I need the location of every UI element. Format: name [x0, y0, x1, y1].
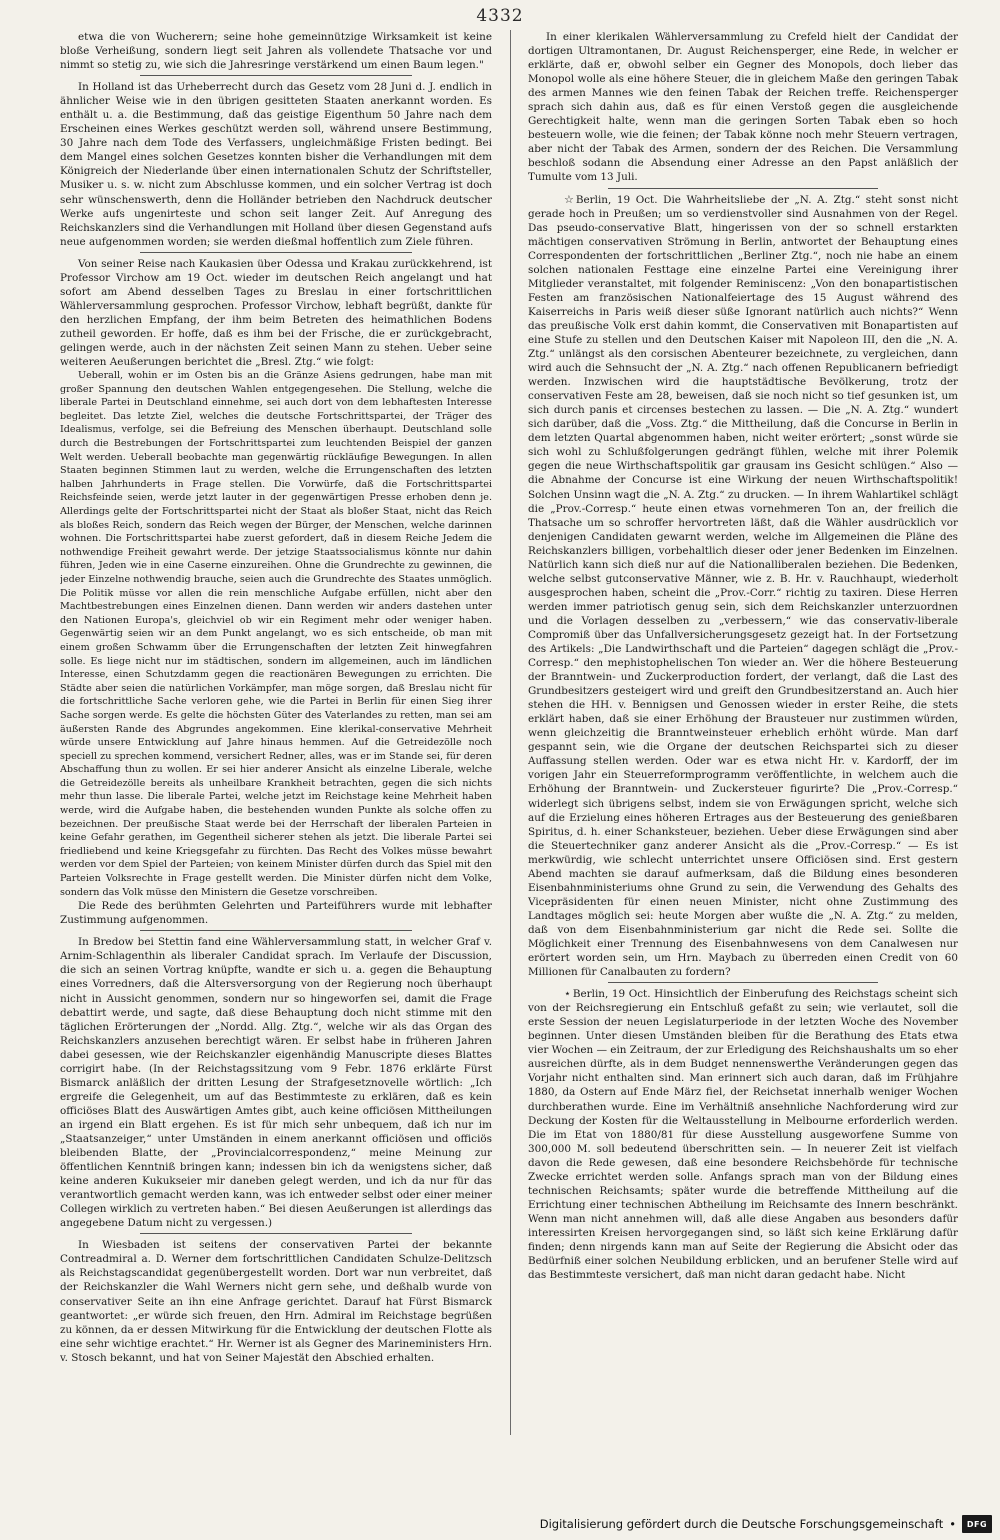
article-paragraph: In Bredow bei Stettin fand eine Wählerversammlung statt, in welcher Graf v. Arnim-Schlagenthin als liberaler Candidat sprach. Im Verlaufe der Discussion, die sich an seinen Vortrag knüpfte, wandte er sich u. a. gegen die Behauptung eines Vorredners, daß die Altersversorgung von der Regierung noch überhaupt nicht in Aussicht genommen, sondern nur so hingeworfen sei, damit die Frage debattirt werde, und sagte, daß diese Behauptung doch nicht stimme mit den täglichen Erörterungen der „Nordd. Allg. Ztg.“, welche wir als das Organ des Reichskanzlers anzusehen berechtigt wären. Er selbst habe in früheren Jahren dabei gesessen, wie der Reichskanzler eigenhändig Manuscripte dieses Blattes corrigirt habe. (In der Reichstagssitzung vom 9 Febr. 1876 erklärte Fürst Bismarck anläßlich der dritten Lesung der Strafgesetznovelle wörtlich: „Ich ergreife die Gelegenheit, um auf das Bestimmteste zu erklären, daß es kein officiöses Blatt des Auswärtigen Amtes gibt, auch keine officiösen Mittheilungen an irgend ein Blatt ergehen. Es ist für mich sehr unbequem, daß ich nur im „Staatsanzeiger,“ unter Umständen in einem anerkannt officiösen und officiös bleibenden Blatte, der „Provincialcorrespondenz,“ meine Meinung zur öffentlichen Kenntniß bringen kann; indessen bin ich da wenigstens sicher, daß keine anderen Kukukseier mir daneben gelegt werden, und ich da nur für das verantwortlich gemacht werden kann, was ich entweder selbst oder einer meiner Collegen wirklich zu vertreten haben.“ Bei diesen Aeußerungen ist allerdings das angegebene Datum nicht zu vergessen.) — [60, 936, 492, 1230]
article-paragraph: In Wiesbaden ist seitens der conservativen Partei der bekannte Contreadmiral a. D. Werner dem fortschrittlichen Candidaten Schulze-Delitzsch als Reichstagscandidat gegenübergestellt worden. Dort war nun verbreitet, daß der Reichskanzler die Wahl Werners nicht gern sehe, und deßhalb wurde von conservativer Seite an ihn eine Anfrage gerichtet. Darauf hat Fürst Bismarck geantwortet: „er würde sich freuen, den Hrn. Admiral im Reichstage begrüßen zu können, da er dessen Mitwirkung für die Entwicklung der deutschen Flotte als eine sehr wichtige erachtet.“ Hr. Werner ist als Gegner des Marineministers Hrn. v. Stosch bekannt, und hat von Seiner Majestät den Abschied erhalten. — [60, 1239, 492, 1364]
left-column — [60, 30, 492, 1432]
article-text: Berlin, 19 Oct. Die Wahrheitsliebe der „N. A. Ztg.“ steht sonst nicht gerade hoch in Preußen; um so verdienstvoller sind Ausnahmen von der Regel. Das pseudo-conservative Blatt, hingerissen von der so schnell erstarkten mächtigen conservativen Strömung in Berlin, antwortet der Behauptung eines Correspondenten der fortschrittlichen „Berliner Ztg.“, noch nie habe an einem solchen nationalen Festtage eine einzelne Partei eine Vereinigung ihrer Mitglieder veranstaltet, mit folgender Reminiscenz: „Von den bonapartistischen Festen am französischen Nationalfeiertage des 15 August während des Kaiserreichs in Paris weiß dieser süße Ignorant natürlich auch nichts?“ Wenn das preußische Volk erst dahin kommt, die Conservativen mit Bonapartisten auf eine Stufe zu stellen und den Deutschen Kaiser mit Napoleon III, den die „N. A. Ztg.“ unlängst als den corsischen Abenteurer bezeichnete, zu vergleichen, dann wird auch die Sehnsucht der „N. A. Ztg.“ nach offenen Republicanern befriedigt werden. Inzwischen wird die hauptstädtische Bevölkerung, trotz der conservativen Feste am 28, beweisen, daß sie noch nicht so tief gesunken ist, um sich durch panis et circenses bestechen zu lassen. — Die „N. A. Ztg.“ wundert sich darüber, daß die „Voss. Ztg.“ die Mittheilung, daß die Concurse in Berlin in dem letzten Quartal abgenommen haben, nicht weiter erörtert; „sonst würde sie sich wohl zu Schlußfolgerungen gedrängt fühlen, welche mit ihrer Polemik gegen die neue Wirthschaftspolitik gar grausam ins Gesicht schlügen.“ Also — die Abnahme der Concurse ist eine Wirkung der neuen Wirthschaftspolitik! Solchen Unsinn wagt die „N. A. Ztg.“ zu drucken. — In ihrem Wahlartikel schlägt die „Prov.-Corresp.“ heute einen etwas vornehmeren Ton an, der freilich die Thatsache um so schroffer hervortreten läßt, daß die Wähler ausdrücklich vor denjenigen Candidaten gewarnt werden, welche im Allgemeinen die Pläne des Reichskanzlers billigen, vorbehaltlich dieser oder jener Bedenken im Einzelnen. Natürlich kann sich dieß nur auf die Nationalliberalen beziehen. Die Bedenken, welche selbst gutconservative Männer, wie z. B. Hr. v. Rauchhaupt, wiederholt ausgesprochen haben, scheint die „Prov.-Corr.“ richtig zu taxiren. Diese Herren werden immer patriotisch genug sein, sich dem Reichskanzler unterzuordnen und die Vorlagen desselben zu „verbessern,“ wie das conservativ-liberale Compromiß über das Unfallversicherungsgesetz gezeigt hat. In der Fortsetzung des Artikels: „Die Landwirthschaft und die Parteien“ dagegen schlägt die „Prov.-Corresp.“ den mephistophelischen Ton wieder an. Wer die höhere Besteuerung der Branntwein- und Zuckerproduction fordert, der verlangt, daß die Last des Grundbesitzers gesteigert wird und greift den Grundbesitzerstand an. Auch hier stehen die HH. v. Bennigsen und Genossen wieder in erster Reihe, die stets erklärt haben, daß sie einer Erhöhung der Brausteuer nur zustimmen würden, wenn gleichzeitig die Branntweinsteuer erheblich erhöht würde. Man darf gespannt sein, wie die Organe der deutschen Reichspartei sich zu dieser Auffassung stellen werden. Oder war es etwa nicht Hr. v. Kardorff, der im vorigen Jahr ein Steuerreformprogramm veröffentlichte, in welchem auch die Erhöhung der Branntwein- und Zuckersteuer figurirte? Die „Prov.-Corresp.“ widerlegt sich übrigens selbst, indem sie von Erwägungen spricht, welche sich auf die Erzielung eines höheren Ertrages aus der Besteuerung des genießbaren Spiritus, d. h. einer Schanksteuer, beziehen. Ueber diese Erwägungen sind aber die Steuertechniker ganz anderer Ansicht als die „Prov.-Corresp.“ — Es ist merkwürdig, wie schlecht unterrichtet unsere Officiösen sind. Erst gestern Abend machten sie darauf aufmerksam, daß die Bildung eines besonderen Eisenbahnministeriums ohne Grund zu sein, die Verwendung des Gehalts des Vicepräsidenten für einen neuen Minister, nicht ohne Zustimmung des Landtages möglich sei: heute Morgen aber wußte die „N. A. Ztg.“ zu melden, daß von dem Eisenbahnministerium gar nicht die Rede sei. Sollte die Möglichkeit einer Trennung des Eisenbahnwesens von dem Canalwesen nur erörtert worden sein, um Hrn. Maybach zu überreden einen Credit von 60 Millionen für Canalbauten zu fordern? — [528, 193, 958, 979]
article-paragraph — [528, 193, 958, 980]
footer-text: Digitalisierung gefördert durch die Deutsche Forschungsgemeinschaft — [539, 1517, 944, 1531]
divider-line — [140, 1233, 412, 1234]
correspondent-mark-icon: ☆ — [564, 192, 574, 206]
article-paragraph: In Holland ist das Urheberrecht durch das Gesetz vom 28 Juni d. J. endlich in ähnlicher Weise wie in den übrigen gesitteten Staaten anerkannt worden. Es enthält u. a. die Bestimmung, daß das geistige Eigenthum 50 Jahre nach dem Erscheinen eines Werkes geschützt werden soll, während unsere Bestimmung, 30 Jahre nach dem Tode des Verfassers, ungleichmäßige Fristen bedingt. Bei dem Mangel eines solchen Gesetzes konnten bisher die Verhandlungen mit dem Königreich der Niederlande über einen internationalen Schutz der Schriftsteller, Musiker u. s. w. nicht zum Abschlusse kommen, und ein solcher Vertrag ist doch sehr wünschenswerth, denn die Holländer betrieben den Nachdruck deutscher Werke aufs ungenirteste und schon seit langer Zeit. Auf Anregung des Reichskanzlers sind die Verhandlungen mit Holland über diesen Gegenstand aufs neue aufgenommen worden; sie werden dießmal hoffentlich zum Ziele führen. — [60, 81, 492, 248]
article-paragraph: etwa die von Wucherern; seine hohe gemeinnützige Wirksamkeit ist keine bloße Verheißung, sondern liegt seit Jahren als vollendete Thatsache vor und nimmt so stetig zu, wie sich die Jahresringe verstärkend um einen Baum legen." — [60, 31, 492, 72]
divider-line — [608, 982, 878, 983]
page-number: 4332 — [476, 6, 524, 26]
divider-line — [140, 75, 412, 76]
dfg-logo-icon: DFG — [962, 1515, 992, 1533]
quoted-report: Ueberall, wohin er im Osten bis an die Gränze Asiens gedrungen, habe man mit großer Spannung den deutschen Wahlen entgegengesehen. Die Stellung, welche die liberale Partei in Deutschland einnehme, sei auch dort von dem lebhaftesten Interesse begleitet. Das letzte Ziel, welches die deutsche Fortschrittspartei, der Träger des Idealismus, verfolge, sei die Befreiung des Menschen überhaupt. Deutschland solle durch die Bestrebungen der Fortschrittspartei zum leuchtenden Beispiel der ganzen Welt werden. Ueberall beobachte man gegenwärtig rückläufige Bewegungen. In allen Staaten beginnen Stimmen laut zu werden, welche die Errungenschaften des letzten halben Jahrhunderts in Frage stellen. Die Vorwürfe, daß die Fortschrittspartei Reichsfeinde seien, werde jetzt lauter in der gegenwärtigen Presse erhoben denn je. Allerdings gelte der Fortschrittspartei nicht der Staat als bloßer Staat, nicht das Reich als bloßes Reich, sondern das Reich wegen der Bürger, der Menschen, welche darinnen wohnen. Die Fortschrittspartei habe zuerst gefordert, daß in diesem Reiche Jedem die nothwendige Freiheit gewahrt werde. Der jetzige Staatssocialismus könnte nur dahin führen, Jeden wie in eine Caserne einzureihen. Ohne die Grundrechte zu gewinnen, die jeder Einzelne nothwendig brauche, seien auch die Grundrechte des Staates unmöglich. Die Politik müsse vor allen die rein menschliche Aufgabe erfüllen, nicht aber den Machtbestrebungen eines Einzelnen dienen. Dann werden wir anders dastehen unter den Nationen Europa's, gleichviel ob wir ein Regiment mehr oder weniger haben. Gegenwärtig seien wir an dem Punkt angelangt, wo es sich entscheide, ob man mit einem großen Schwamm über die Errungenschaften der letzten Zeit hinwegfahren solle. Es liege nicht nur im städtischen, sondern im allgemeinen, auch im ländlichen Interesse, einen Schutzdamm gegen die reactionären Bewegungen zu errichten. Die Städte aber seien die natürlichen Vorkämpfer, man möge sorgen, daß Breslau nicht für die fortschrittliche Sache verloren gehe, wie die Partei in Berlin für einen Sieg ihrer Sache sorgen werde. Es gelte die höchsten Güter des Vaterlandes zu retten, man sei am äußersten Rande des Abgrundes angekommen. Eine klerikal-conservative Mehrheit würde unsere Entwicklung auf Jahre hinaus hemmen. Auf die Getreidezölle noch speciell zu sprechen kommend, versichert Redner, alles, was er im Stande sei, für deren Abschaffung thun zu wollen. Er sei hier anderer Ansicht als einzelne Liberale, welche die Getreidezölle bereits als unheilbare Krankheit betrachten, gegen die sich nichts mehr thun lasse. Die liberale Partei, welche jetzt im Reichstage keine Mehrheit haben werde, wird die Aufgabe haben, die bestehenden wunden Punkte als solche offen zu bezeichnen. Der preußische Staat werde bei der Herrschaft der liberalen Parteien in keine Gefahr gerathen, im Gegentheil sicherer stehen als jetzt. Die liberale Partei sei friedliebend und keine Kriegsgefahr zu fürchten. Das Recht des Volkes müsse bewahrt werden vor dem Spiel der Parteien; von keinem Minister dürfen durch das Spiel mit den Parteien Volksrechte in Frage gestellt werden. Die Minister dürfen nicht dem Volke, sondern das Volk müsse den Ministern die Gesetze vorschreiben. — [60, 370, 492, 898]
article-paragraph: Von seiner Reise nach Kaukasien über Odessa und Krakau zurückkehrend, ist Professor Virchow am 19 Oct. wieder im deutschen Reich angelangt und hat sofort am Abend desselben Tages zu Breslau in einer fortschrittlichen Wählerversammlung gesprochen. Professor Virchow, lebhaft begrüßt, dankte für den herzlichen Empfang, der ihm beim Betreten des heimathlichen Bodens zutheil geworden. Er hoffe, daß es ihm bei der Frische, die er zurückgebracht, gelingen werde, auch in der nächsten Zeit seinen Mann zu stehen. Ueber seine weiteren Aeußerungen berichtet die „Bresl. Ztg.“ wie folgt: — [60, 257, 492, 369]
article-paragraph: In einer klerikalen Wählerversammlung zu Crefeld hielt der Candidat der dortigen Ultramontanen, Dr. August Reichensperger, eine Rede, in welcher er erklärte, daß er, obwohl selber ein Gegner des Monopols, doch lieber das Monopol wolle als eine höhere Steuer, die in gleichem Maße den geringen Tabak des armen Mannes wie den feinen Tabak der Reichen treffe. Reichensperger sprach sich dahin aus, daß es für einen Verstoß gegen die ausgleichende Gerechtigkeit halte, wenn man die geringen Sorten Tabak eben so hoch besteuern wolle, wie die feinen; der Tabak könne noch mehr Steuern vertragen, aber nicht der Tabak des Armen, sondern der des Reichen. Die Versammlung beschloß sodann die Absendung einer Adresse an den Papst anläßlich der Tumulte vom 13 Juli. — [528, 31, 958, 184]
right-column — [528, 30, 958, 1432]
correspondent-mark-icon: ⋆ — [564, 987, 571, 1001]
divider-line — [608, 188, 878, 189]
article-text: Berlin, 19 Oct. Hinsichtlich der Einberufung des Reichstags scheint sich von der Reichsregierung ein Entschluß gefaßt zu sein; wie verlautet, soll die erste Session der neuen Legislaturperiode in der letzten Woche des November beginnen. Unter diesen Umständen bleiben für die Berathung des Etats etwa vier Wochen — ein Zeitraum, der zur Erledigung des Reichshaushalts um so eher ausreichen dürfte, als in dem Budget nennenswerthe Veränderungen gegen das Vorjahr nicht enthalten sind. Man erinnert sich auch daran, daß im Frühjahre 1880, da Ostern auf Ende März fiel, der Reichsetat innerhalb weniger Wochen durchberathen wurde. Eine im Verhältniß ansehnliche Nachforderung wird zur Deckung der Kosten für die Weltausstellung in Melbourne erforderlich werden. Die im Etat von 1880/81 für diese Ausstellung ausgeworfene Summe von 300,000 M. soll bedeutend überschritten sein. — In neuerer Zeit ist vielfach davon die Rede gewesen, daß eine besondere Reichsbehörde für technische Zwecke errichtet werden solle. Anfangs sprach man von der Bildung eines technischen Reichsamts; später wurde die betreffende Mittheilung auf die Errichtung einer technischen Abtheilung im Reichsamte des Innern beschränkt. Wenn man nicht annehmen will, daß alle diese Angaben aus besonders dafür interessirten Kreisen hervorgegangen sind, so läßt sich keine Erklärung dafür finden; denn nirgends kann man auf Seite der Regierung die Absicht oder das Bedürfniß einer solchen Neubildung erblicken, und an berufener Stelle wird auf das Bestimmteste versichert, daß man nicht daran gedacht habe. Nicht — [528, 988, 958, 1282]
column-divider — [510, 30, 511, 1435]
divider-line — [140, 252, 412, 253]
article-paragraph: Die Rede des berühmten Gelehrten und Parteiführers wurde mit lebhafter Zustimmung aufgenommen. — [60, 900, 492, 927]
article-paragraph — [528, 987, 958, 1282]
digitization-footer: Digitalisierung gefördert durch die Deutsche Forschungsgemeinschaft • DFG — [540, 1512, 992, 1536]
divider-line — [140, 930, 412, 931]
